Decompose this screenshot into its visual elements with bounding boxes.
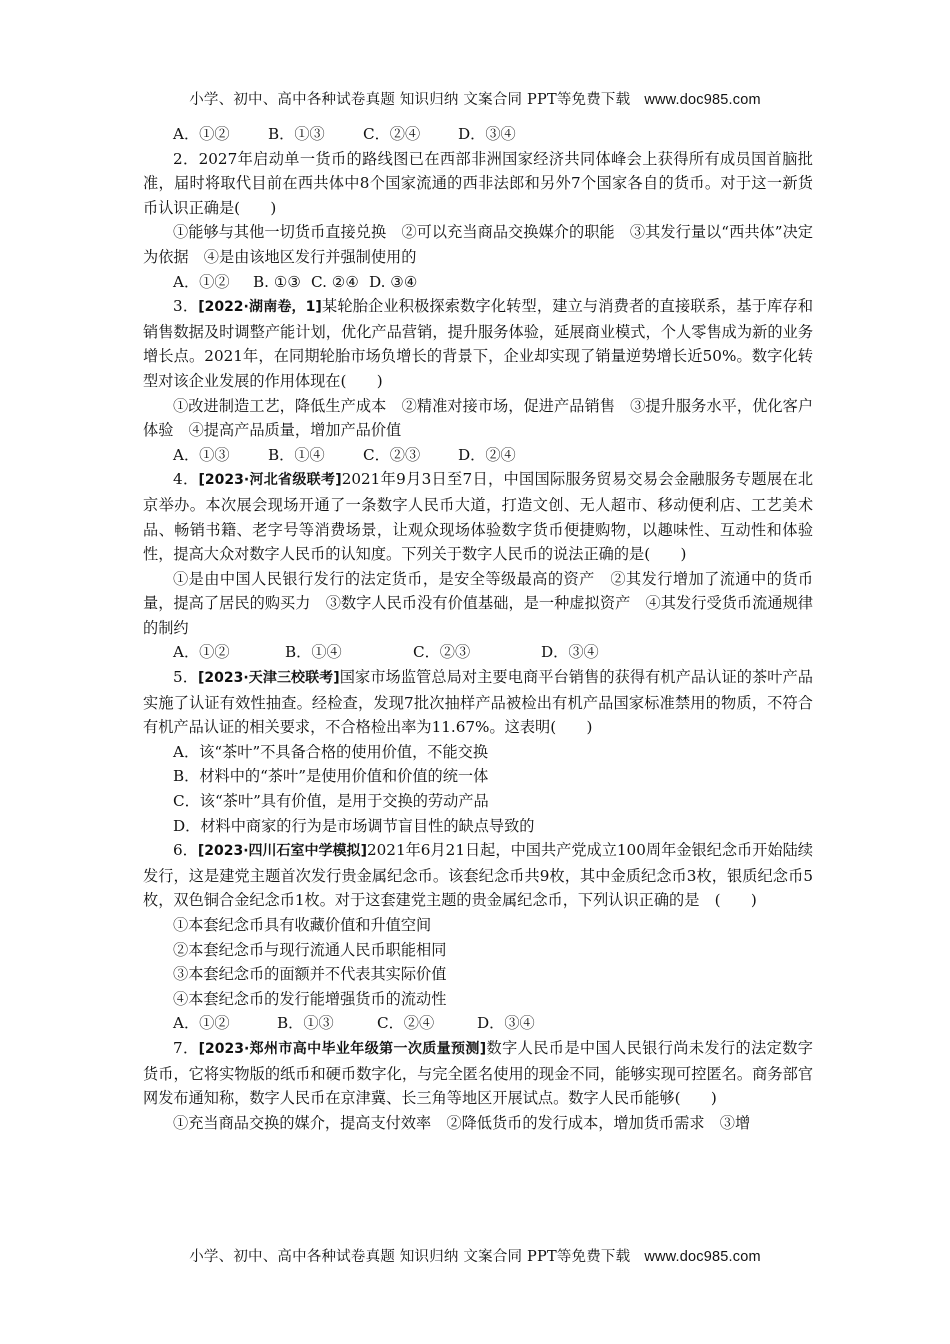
q2-option-a: A．①② (173, 272, 230, 291)
q4-option-c: C．②③ (413, 643, 471, 662)
q4-options (143, 640, 813, 665)
q4-source: [2023·河北省级联考] (198, 472, 342, 489)
q6-item-1: ①本套纪念币具有收藏价值和升值空间 (173, 916, 432, 934)
q3-stem (143, 294, 813, 393)
q3-option-c: C．②③ (363, 445, 421, 464)
q7-items: ①充当商品交换的媒介，提高支付效率 ②降低货币的发行成本，增加货币需求 ③增 (173, 1113, 751, 1132)
q1-options (143, 122, 813, 147)
footer-url[interactable]: www.doc985.com (644, 1249, 761, 1265)
q5-option-b: B．材料中的“茶叶”是使用价值和价值的统一体 (173, 767, 489, 786)
q6-option-d: D．③④ (477, 1014, 535, 1033)
q5-number: 5． (173, 668, 199, 687)
q5-source: [2023·天津三校联考] (198, 670, 340, 687)
header-text: 小学、初中、高中各种试卷真题 知识归纳 文案合同 PPT等免费下载 (189, 92, 631, 108)
q6-item-4: ④本套纪念币的发行能增强货币的流动性 (173, 989, 447, 1008)
q2-option-d: D. ③④ (369, 272, 418, 291)
q3-options (143, 443, 813, 468)
q7-stem (143, 1036, 813, 1111)
q6-text: 2021年6月21日起，中国共产党成立100周年金银纪念币开始陆续发行，这是建党主题首次发行贵金属纪念币。该套纪念币共9枚，其中金质纪念币3枚，银质纪念币5枚，双色铜合金纪念币1枚。对于这套建党主题的贵金属纪念币，下列认识正确的是 ( ) (143, 841, 813, 910)
q7-number: 7． (173, 1038, 199, 1057)
q2-option-c: C. ②④ (311, 272, 359, 291)
q1-option-c: C．②④ (363, 125, 421, 143)
q4-text: 2021年9月3日至7日，中国国际服务贸易交易会金融服务专题展在北京举办。本次展会现场开通了一条数字人民币大道，打造文创、无人超市、移动便利店、工艺美术品、畅销书籍、老字号等消费场景，让观众现场体验数字货币便捷购物，以趣味性、互动性和体验性，提高大众对数字人民币的认知度。下列关于数字人民币的说法正确的是( ) (143, 470, 814, 564)
q6-stem (143, 838, 813, 913)
q6-option-a: A．①② (173, 1014, 230, 1033)
header-url[interactable]: www.doc985.com (644, 92, 761, 108)
q6-option-c: C．②④ (377, 1014, 435, 1033)
q6-item-3: ③本套纪念币的面额并不代表其实际价值 (173, 965, 447, 984)
q3-source: [2022·湖南卷，1] (198, 299, 322, 316)
q2-items: ①能够与其他一切货币直接兑换 ②可以充当商品交换媒介的职能 ③其发行量以“西共体”决定为依据 ④是由该地区发行并强制使用的 (143, 223, 813, 266)
q1-option-b: B．①③ (268, 125, 325, 143)
document-body (143, 122, 813, 1135)
q4-items: ①是由中国人民银行发行的法定货币，是安全等级最高的资产 ②其发行增加了流通中的货币量，提高了居民的购买力 ③数字人民币没有价值基础，是一种虚拟资产 ④其发行受货币流通规律的制约 (143, 569, 813, 637)
q5-stem (143, 665, 813, 740)
q4-stem (143, 467, 813, 566)
q6-options (143, 1011, 813, 1036)
q4-option-d: D．③④ (541, 643, 599, 662)
q3-option-d: D．②④ (458, 445, 516, 464)
q3-option-b: B．①④ (268, 445, 325, 464)
q4-number: 4． (173, 470, 199, 489)
q1-option-a: A．①② (173, 125, 230, 143)
q4-option-b: B．①④ (285, 643, 342, 662)
q7-text: 数字人民币是中国人民银行尚未发行的法定数字货币，它将实物版的纸币和硬币数字化，与完全匿名使用的现金不同，能够实现可控匿名。商务部官网发布通知称，数字人民币在京津冀、长三角等地区开展试点。数字人民币能够( ) (143, 1038, 813, 1108)
q5-text: 国家市场监管总局对主要电商平台销售的获得有机产品认证的茶叶产品实施了认证有效性抽查。经检查，发现7批次抽样产品被检出有机产品国家标准禁用的物质，不符合有机产品认证的相关要求，不合格检出率为11.67%。这表明( ) (143, 668, 813, 737)
q3-items: ①改进制造工艺，降低生产成本 ②精准对接市场，促进产品销售 ③提升服务水平，优化客户体验 ④提高产品质量，增加产品价值 (143, 396, 813, 440)
q1-option-d: D．③④ (458, 125, 516, 143)
q6-option-b: B．①③ (277, 1014, 334, 1033)
q6-item-2: ②本套纪念币与现行流通人民币职能相同 (173, 940, 447, 959)
q2-options (143, 270, 813, 295)
q4-option-a: A．①② (173, 643, 230, 662)
q5-option-a: A．该“茶叶”不具备合格的使用价值，不能交换 (173, 742, 489, 761)
q3-number: 3． (173, 297, 199, 316)
q6-source: [2023·四川石室中学模拟] (197, 843, 367, 860)
q3-text: 某轮胎企业积极探索数字化转型，建立与消费者的直接联系，基于库存和销售数据及时调整产能计划，优化产品营销，提升服务体验，延展商业模式，个人零售成为新的业务增长点。2021年，在同期轮胎市场负增长的背景下，企业却实现了销量逆势增长近50%。数字化转型对该企业发展的作用体现在( ) (143, 297, 814, 390)
page-header (0, 88, 950, 109)
q2-option-b: B. ①③ (253, 272, 302, 291)
footer-text: 小学、初中、高中各种试卷真题 知识归纳 文案合同 PPT等免费下载 (189, 1249, 631, 1265)
q3-option-a: A．①③ (173, 445, 230, 464)
q5-option-c: C．该“茶叶”具有价值，是用于交换的劳动产品 (173, 792, 489, 811)
q6-number: 6． (173, 841, 198, 860)
page-footer (0, 1245, 950, 1266)
q7-source: [2023·郑州市高中毕业年级第一次质量预测] (198, 1040, 487, 1057)
q5-option-d: D．材料中商家的行为是市场调节盲目性的缺点导致的 (173, 816, 535, 835)
q2-stem: 2．2027年启动单一货币的路线图已在西部非洲国家经济共同体峰会上获得所有成员国首脑批准，届时将取代目前在西共体中8个国家流通的西非法郎和另外7个国家各自的货币。对于这一新货币认识正确是( ) (143, 149, 813, 217)
